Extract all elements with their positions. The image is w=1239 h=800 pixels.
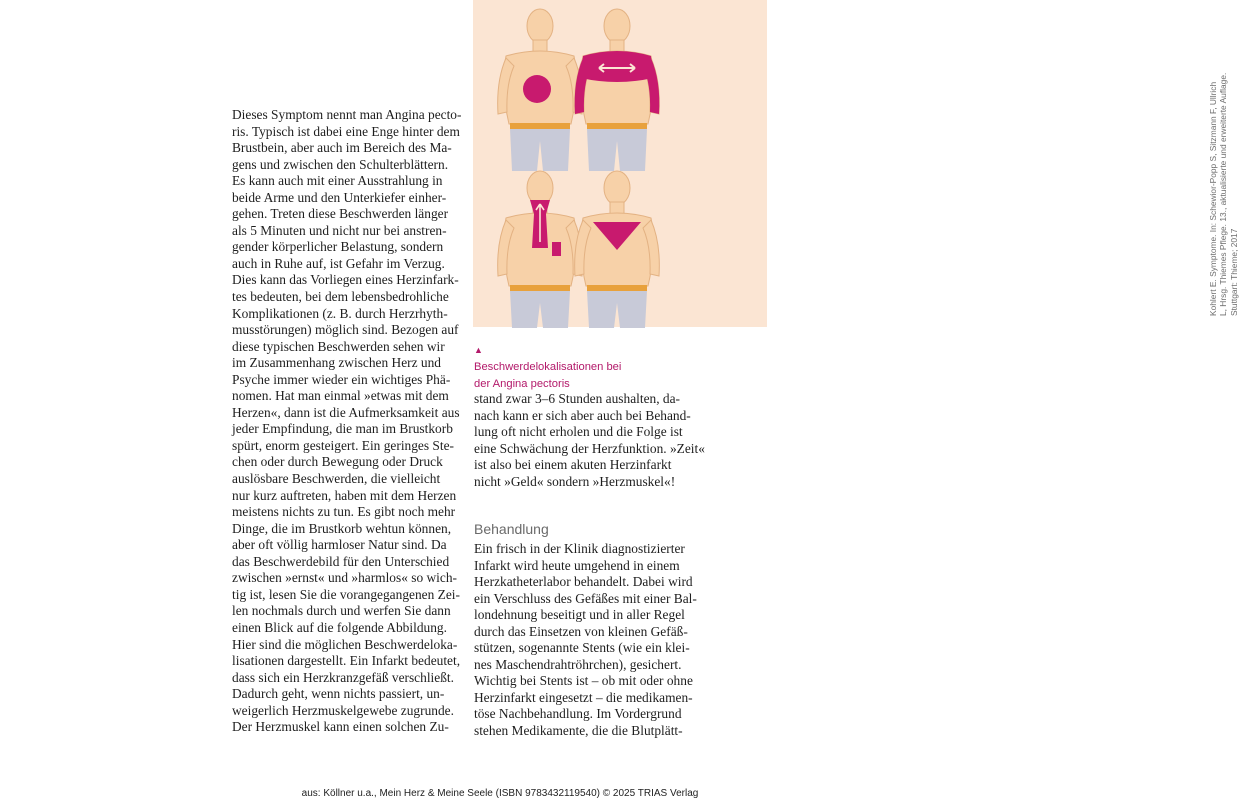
figure-front-arms <box>575 9 660 171</box>
text-line: das Beschwerdebild für den Unterschied <box>232 553 450 569</box>
text-line: Es kann auch mit einer Ausstrahlung in <box>232 173 443 189</box>
text-line: Hier sind die möglichen Beschwerdeloka- <box>232 636 458 652</box>
text-line: Herzkatheterlabor behandelt. Dabei wird <box>474 574 693 590</box>
text-line: jeder Empfindung, die man im Brustkorb <box>232 421 453 437</box>
text-line: len nochmals durch und werfen Sie dann <box>232 603 451 619</box>
text-line: ist also bei einem akuten Herzinfarkt <box>474 457 672 473</box>
text-line: beide Arme und den Unterkiefer einher- <box>232 189 447 205</box>
text-line: auch in Ruhe auf, ist Gefahr im Verzug. <box>232 255 445 271</box>
text-line: dass sich ein Herzkranzgefäß verschließt. <box>232 669 454 685</box>
text-line: lisationen dargestellt. Ein Infarkt bedeutet, <box>232 653 461 669</box>
text-line: nomen. Hat man einmal »etwas mit dem <box>232 388 449 404</box>
angina-figure <box>473 0 1239 327</box>
figure-credit: Kohlert E. Symptome. In: Schewior-Popp S, Sitzmann F, Ullrich L, Hrsg. Thiemes Pflege. 13., aktualisierte und erweiterte Auflage. Stuttgart: Thieme; 2017 <box>1208 72 1239 316</box>
text-line: Herzen«, dann ist die Aufmerksamkeit aus <box>232 404 460 420</box>
text-line: töse Nachbehandlung. Im Vordergrund <box>474 706 682 722</box>
figure-front-chest <box>498 9 583 171</box>
right-text-column-top <box>474 391 704 490</box>
figure-caption: ▲ Beschwerdelokalisationen bei der Angina pectoris <box>474 342 621 393</box>
text-line: Psyche immer wieder ein wichtiges Phä- <box>232 371 451 387</box>
right-text-column-bottom <box>474 541 704 740</box>
page-footer: aus: Köllner u.a., Mein Herz & Meine Seele (ISBN 9783432119540) © 2025 TRIAS Verlag <box>301 788 699 799</box>
text-line: auslösbare Beschwerden, die vielleicht <box>232 471 441 487</box>
text-line: gender körperlicher Belastung, sondern <box>232 239 444 255</box>
text-line: londehnung beseitigt und in aller Regel <box>474 607 685 623</box>
text-line: diese typischen Beschwerden sehen wir <box>232 338 445 354</box>
text-line: gehen. Treten diese Beschwerden länger <box>232 206 449 222</box>
text-line: Dies kann das Vorliegen eines Herzinfark- <box>232 272 459 288</box>
text-line: durch das Einsetzen von kleinen Gefäß- <box>474 623 688 639</box>
text-line: chen oder durch Bewegung oder Druck <box>232 454 443 470</box>
text-line: nes Maschendrahtröhrchen), gesichert. <box>474 656 682 672</box>
text-line: Der Herzmuskel kann einen solchen Zu- <box>232 719 449 735</box>
text-line: stand zwar 3–6 Stunden aushalten, da- <box>474 391 681 406</box>
left-text-column <box>232 107 462 736</box>
text-line: Wichtig bei Stents ist – ob mit oder ohne <box>474 673 693 689</box>
text-line: tig ist, lesen Sie die vorangegangenen Zei- <box>232 586 460 602</box>
text-line: im Zusammenhang zwischen Herz und <box>232 355 441 371</box>
text-line: nicht »Geld« sondern »Herzmuskel«! <box>474 473 676 489</box>
body-illustration <box>473 0 767 327</box>
text-line: Dieses Symptom nennt man Angina pecto- <box>232 107 462 122</box>
text-line: nur kurz auftreten, haben mit dem Herzen <box>232 487 457 503</box>
text-line: Dadurch geht, wenn nichts passiert, un- <box>232 686 445 702</box>
text-line: Brustbein, aber auch im Bereich des Ma- <box>232 140 452 156</box>
text-line: weigerlich Herzmuskelgewebe zugrunde. <box>232 702 454 718</box>
text-line: lung oft nicht erholen und die Folge ist <box>474 424 683 440</box>
text-line: ris. Typisch ist dabei eine Enge hinter dem <box>232 123 460 139</box>
text-line: Ein frisch in der Klinik diagnostizierter <box>474 541 685 556</box>
text-line: einen Blick auf die folgende Abbildung. <box>232 619 447 635</box>
text-line: nach kann er sich aber auch bei Behand- <box>474 407 691 423</box>
text-line: ein Verschluss des Gefäßes mit einer Bal- <box>474 590 697 606</box>
text-line: Infarkt wird heute umgehend in einem <box>474 557 680 573</box>
text-line: als 5 Minuten und nicht nur bei anstren- <box>232 222 447 238</box>
text-line: zwischen »ernst« und »harmlos« so wich- <box>232 570 457 586</box>
text-line: stützen, sogenannte Stents (wie ein klei- <box>474 640 690 656</box>
figure-front-neck-stomach <box>498 171 583 328</box>
section-heading: Behandlung <box>474 521 549 537</box>
text-line: Komplikationen (z. B. durch Herzrhyth- <box>232 305 448 321</box>
text-line: gens und zwischen den Schulterblättern. <box>232 156 449 172</box>
text-line: Dinge, die im Brustkorb wehtun können, <box>232 520 452 536</box>
text-line: stehen Medikamente, die die Blutplätt- <box>474 723 683 739</box>
text-line: eine Schwächung der Herzfunktion. »Zeit« <box>474 440 705 456</box>
text-line: tes bedeuten, bei dem lebensbedrohliche <box>232 289 449 305</box>
text-line: spürt, enorm gesteigert. Ein geringes Ste- <box>232 437 455 453</box>
text-line: meistens nichts zu tun. Es gibt noch mehr <box>232 504 456 520</box>
figure-back-shoulders <box>575 171 660 328</box>
text-line: musstörungen) möglich sind. Bezogen auf <box>232 322 459 338</box>
text-line: aber oft völlig harmloser Natur sind. Da <box>232 537 447 553</box>
triangle-up-icon: ▲ <box>474 345 483 355</box>
text-line: Herzinfarkt eingesetzt – die medikamen- <box>474 689 693 705</box>
